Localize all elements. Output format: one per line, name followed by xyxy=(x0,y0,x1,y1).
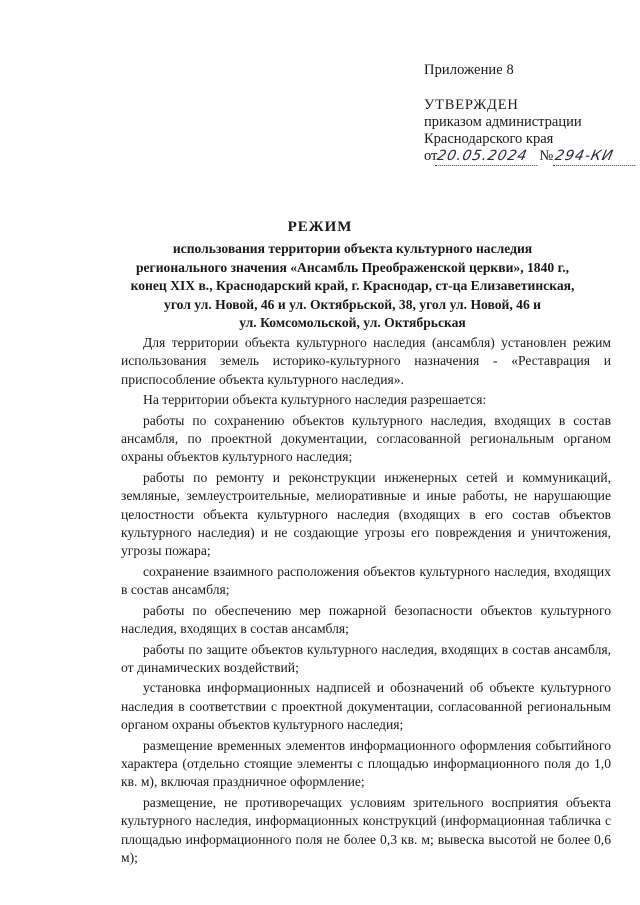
body-paragraph: работы по сохранению объектов культурного наследия, входящих в состав ансамбля, по проектной документации, согласованной региональным органом охраны объектов культурного наследия; xyxy=(121,412,611,465)
approval-line-2: Краснодарского края xyxy=(424,131,554,147)
subtitle-line: конец XIX в., Краснодарский край, г. Краснодар, ст-ца Елизаветинская, xyxy=(130,278,575,294)
body-paragraph: Для территории объекта культурного наследия (ансамбля) установлен режим использования земель историко-культурного назначения - «Реставрация и приспособление объекта культурного наследия». xyxy=(121,335,611,387)
approval-block xyxy=(424,97,637,166)
approved-heading: УТВЕРЖДЕН xyxy=(424,97,519,113)
body-paragraph: сохранение взаимного расположения объектов культурного наследия, входящих в состав ансамбля; xyxy=(121,563,611,598)
subtitle-line: ул. Комсомольской, ул. Октябрьская xyxy=(239,315,466,331)
body-paragraph: работы по ремонту и реконструкции инженерных сетей и коммуникаций, земляные, землеустроительные, мелиоративные и иные работы, не нарушающие целостности объекта культурного наследия (входящих в его состав объектов культурного наследия) и не создающие угрозы его повреждения и уничтожения, угрозы пожара; xyxy=(121,469,611,559)
handwritten-number: 294-КИ xyxy=(553,148,639,166)
body-paragraph: На территории объекта культурного наследия разрешается: xyxy=(143,392,487,408)
document-subtitle xyxy=(100,240,605,333)
document-title: РЕЖИМ xyxy=(287,219,353,235)
body-paragraph: размещение временных элементов информационного оформления событийного характера (отдельно стоящие элементы с площадью информационного поля до 1,0 кв. м), включая праздничное оформление; xyxy=(121,737,611,790)
handwritten-date: 20.05.2024 xyxy=(435,148,541,166)
subtitle-line: регионального значения «Ансамбль Преображенской церкви», 1840 г., xyxy=(135,259,570,275)
body-paragraph: работы по защите объектов культурного наследия, входящих в состав ансамбля, от динамических воздействий; xyxy=(121,641,611,675)
subtitle-line: использования территории объекта культурного наследия xyxy=(172,241,533,256)
body-paragraph: работы по обеспечению мер пожарной безопасности объектов культурного наследия, входящих в состав ансамбля; xyxy=(121,602,611,637)
body-paragraph: размещение, не противоречащих условиям зрительного восприятия объекта культурного наследия, информационных конструкций (информационная табличка с площадью информационного поля не более 0,3 кв. м; вывеска высотой не более 0,6 м); xyxy=(121,794,611,865)
approval-date-line xyxy=(424,148,637,166)
appendix-label: Приложение 8 xyxy=(424,62,514,78)
number-sign: № xyxy=(539,148,554,164)
from-prefix: от xyxy=(424,148,438,164)
approval-line-1: приказом администрации xyxy=(424,114,582,130)
document-body xyxy=(121,334,611,869)
subtitle-line: угол ул. Новой, 46 и ул. Октябрьской, 38, угол ул. Новой, 46 и xyxy=(164,296,541,312)
body-paragraph: установка информационных надписей и обозначений об объекте культурного наследия в соответствии с проектной документации, согласованной региональным органом охраны объектов культурного наследия; xyxy=(121,680,611,733)
